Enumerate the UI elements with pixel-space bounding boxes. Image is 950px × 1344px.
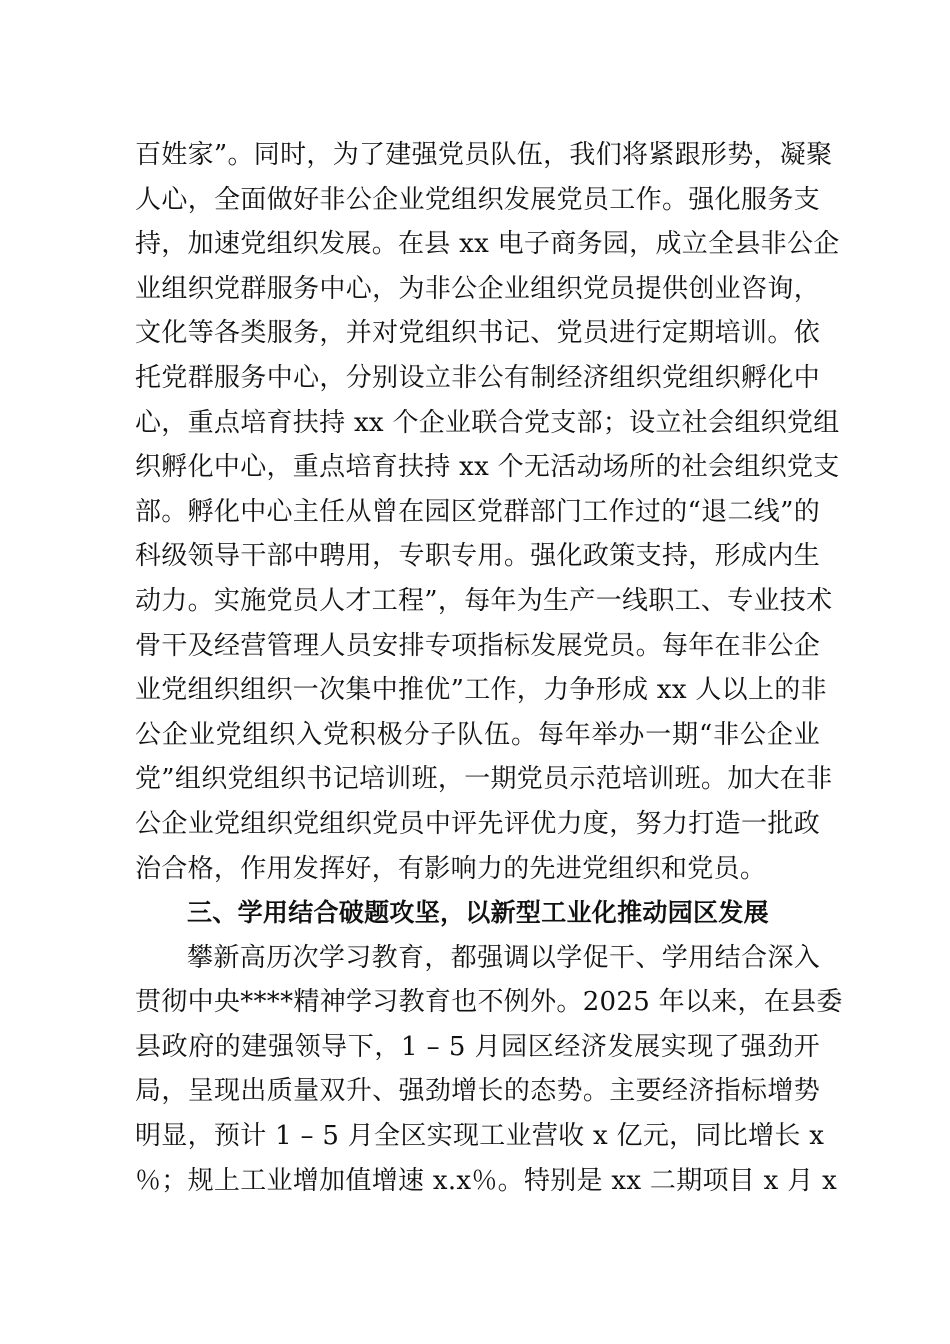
text-line: 百姓家”。同时，为了建强党员队伍，我们将紧跟形势，凝聚 bbox=[135, 140, 833, 170]
text-line: 持，加速党组织发展。在县 xx 电子商务园，成立全县非公企 bbox=[135, 229, 840, 260]
text-line: 部。孵化中心主任从曾在园区党群部门工作过的“退二线”的 bbox=[135, 496, 820, 527]
text-line: 党”组织党组织书记培训班，一期党员示范培训班。加大在非 bbox=[135, 764, 833, 795]
text-line: 业组织党群服务中心，为非公企业组织党员提供创业咨询， bbox=[135, 273, 820, 304]
text-line: 文化等各类服务，并对党组织书记、党员进行定期培训。依 bbox=[135, 318, 820, 349]
text-line: ％；规上工业增加值增速 x.x％。特别是 xx 二期项目 x 月 x bbox=[135, 1165, 838, 1196]
text-line: 局，呈现出质量双升、强劲增长的态势。主要经济指标增势 bbox=[135, 1076, 820, 1107]
text-line: 公企业党组织党组织党员中评先评优力度，努力打造一批政 bbox=[135, 808, 820, 839]
body-text bbox=[135, 133, 843, 1203]
text-line: 动力。实施党员人才工程”，每年为生产一线职工、专业技术 bbox=[135, 585, 833, 616]
text-line: 贯彻中央****精神学习教育也不例外。2025 年以来，在县委 bbox=[135, 987, 843, 1018]
text-line: 心，重点培育扶持 xx 个企业联合党支部；设立社会组织党组 bbox=[135, 407, 840, 438]
section-heading: 三、学用结合破题攻坚，以新型工业化推动园区发展 bbox=[187, 898, 769, 928]
text-line: 县政府的建强领导下，1 – 5 月园区经济发展实现了强劲开 bbox=[135, 1031, 820, 1062]
text-line: 骨干及经营管理人员安排专项指标发展党员。每年在非公企 bbox=[135, 630, 820, 661]
text-line: 织孵化中心，重点培育扶持 xx 个无活动场所的社会组织党支 bbox=[135, 452, 840, 483]
text-line: 业党组织组织一次集中推优”工作，力争形成 xx 人以上的非 bbox=[135, 675, 827, 706]
text-line: 托党群服务中心，分别设立非公有制经济组织党组织孵化中 bbox=[135, 362, 820, 393]
paragraph-first-line: 攀新高历次学习教育，都强调以学促干、学用结合深入 bbox=[187, 942, 820, 973]
text-line: 治合格，作用发挥好，有影响力的先进党组织和党员。 bbox=[135, 853, 767, 884]
text-line: 公企业党组织入党积极分子队伍。每年举办一期“非公企业 bbox=[135, 719, 820, 750]
text-line: 人心，全面做好非公企业党组织发展党员工作。强化服务支 bbox=[135, 184, 820, 215]
text-line: 科级领导干部中聘用，专职专用。强化政策支持，形成内生 bbox=[135, 541, 820, 572]
text-line: 明显，预计 1 – 5 月全区实现工业营收 x 亿元，同比增长 x bbox=[135, 1121, 825, 1152]
